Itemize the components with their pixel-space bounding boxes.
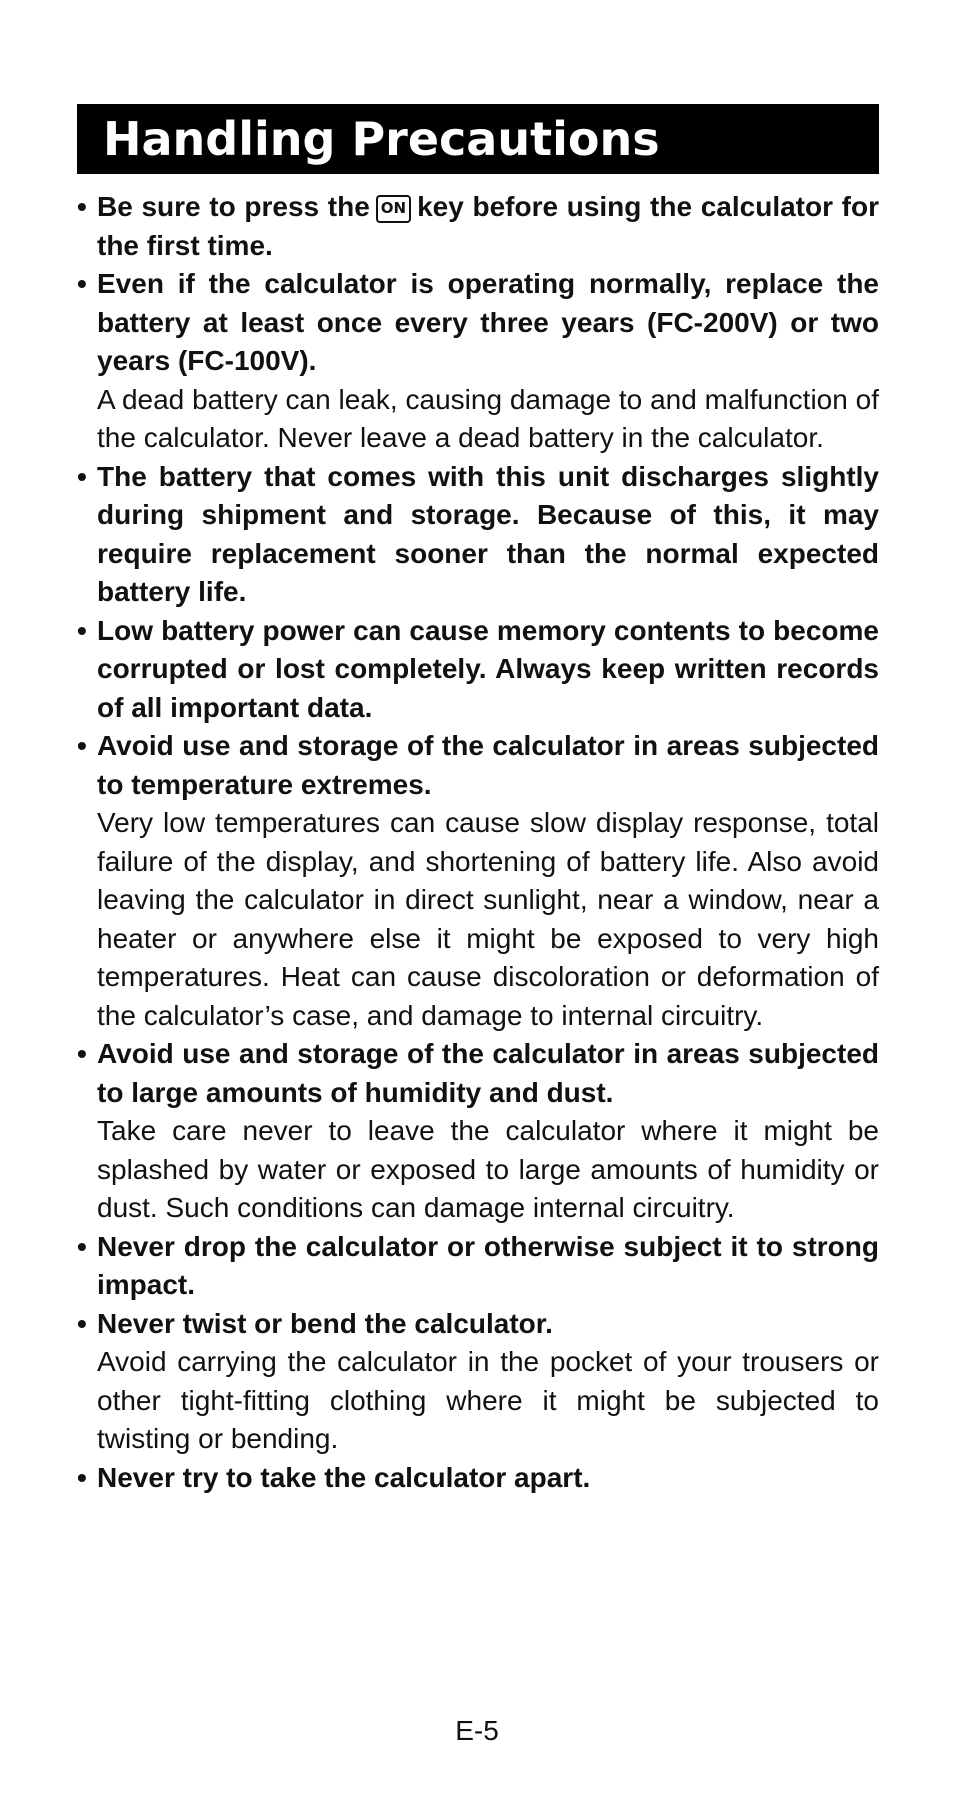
item-bold-pre: Be sure to press the [97, 191, 370, 222]
bullet: • [77, 268, 87, 299]
bullet: • [77, 191, 87, 222]
list-item [77, 1035, 879, 1228]
list-item [77, 458, 879, 612]
bullet: • [77, 614, 87, 646]
list-item [77, 727, 879, 1035]
item-body-text: A dead battery can leak, causing damage to and malfunction of the calculator. Never leave a dead battery in the calculator. [97, 383, 879, 453]
list-item [77, 1305, 879, 1459]
list-item [77, 612, 879, 728]
list-item [77, 1228, 879, 1305]
item-body-text: Avoid carrying the calculator in the pocket of your trousers or other tight-fitting clothing where it might be subjected to twisting or bending. [97, 1346, 879, 1454]
item-bold-text [97, 188, 879, 265]
item-body-text: Take care never to leave the calculator where it might be splashed by water or exposed to large amounts of humidity or dust. Such conditions can damage internal circuitry. [97, 1115, 879, 1223]
page-number: E-5 [455, 1715, 499, 1746]
bullet: • [77, 730, 87, 761]
item-bold-text: The battery that comes with this unit discharges slightly during shipment and storage. Because of this, it may require replacement sooner than the normal expected battery life. [97, 460, 879, 607]
bullet: • [77, 460, 87, 492]
bullet: • [77, 1038, 87, 1069]
item-bold-post: key before using the calculator for the first time. [97, 191, 880, 261]
item-bold-text: Never drop the calculator or otherwise subject it to strong impact. [97, 1230, 879, 1300]
list-item [77, 188, 879, 265]
item-bold-text: Low battery power can cause memory contents to become corrupted or lost completely. Always keep written records of all important data. [97, 614, 879, 723]
bullet: • [77, 1307, 87, 1339]
list-item [77, 265, 879, 458]
item-bold-text: Avoid use and storage of the calculator in areas subjected to large amounts of humidity and dust. [97, 1038, 879, 1108]
precautions-list [77, 188, 879, 1497]
item-bold-text: Never try to take the calculator apart. [97, 1461, 591, 1493]
list-item [77, 1459, 879, 1498]
item-body-text: Very low temperatures can cause slow display response, total failure of the display, and shortening of battery life. Also avoid leaving the calculator in direct sunlight, near a window, near a heater or anywhere else it might be exposed to very high temperatures. Heat can cause discoloration or deformation of the calculator’s case, and damage to internal circuitry. [97, 807, 879, 1031]
item-bold-text: Avoid use and storage of the calculator in areas subjected to temperature extremes. [97, 730, 879, 800]
item-bold-text: Even if the calculator is operating normally, replace the battery at least once every three years (FC-200V) or two years (FC-100V). [97, 268, 879, 376]
page-title: Handling Precautions [77, 104, 879, 174]
bullet: • [77, 1461, 87, 1493]
item-bold-text: Never twist or bend the calculator. [97, 1307, 553, 1339]
bullet: • [77, 1230, 87, 1262]
on-key-icon: ON [376, 195, 411, 223]
